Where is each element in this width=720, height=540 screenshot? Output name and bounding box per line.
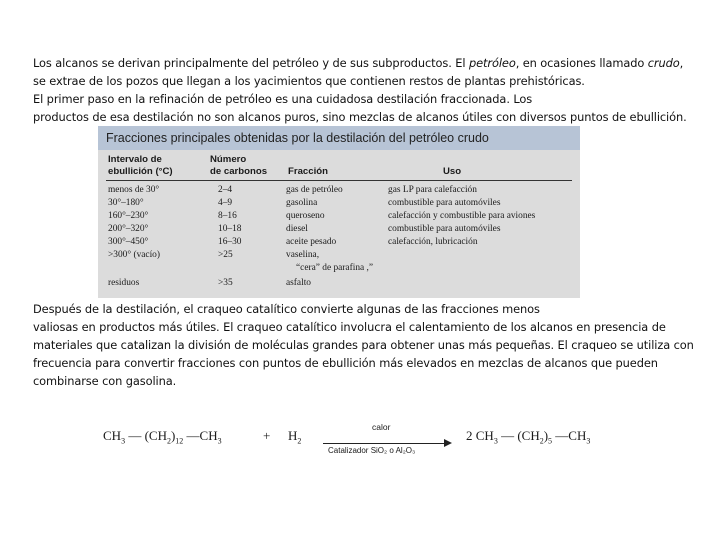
outro-paragraph — [33, 300, 703, 390]
row-3-fraction: queroseno — [286, 211, 325, 221]
row-6-carbons: >25 — [218, 250, 233, 260]
row-6-fraction: vaselina, — [286, 250, 320, 260]
intro-paragraph — [33, 54, 703, 126]
row-2-use: combustible para automóviles — [388, 198, 501, 208]
row-5-carbons: 16–30 — [218, 237, 242, 247]
row-2-fraction: gasolina — [286, 198, 318, 208]
row-4-carbons: 10–18 — [218, 224, 242, 234]
reaction-arrow — [323, 443, 448, 444]
row-5-fraction: aceite pesado — [286, 237, 337, 247]
row-1-use: gas LP para calefacción — [388, 185, 477, 195]
row-4-fraction: diesel — [286, 224, 308, 234]
outro-line-3: materiales que catalizan la división de moléculas grandes para obtener unas más pequeñas. El craqueo se utiliza con — [33, 338, 694, 352]
outro-line-5: combinarse con gasolina. — [33, 374, 177, 388]
table-title: Fracciones principales obtenidas por la destilación del petróleo crudo — [98, 126, 580, 150]
header-interval: Intervalo de ebullición (°C) — [108, 154, 173, 177]
row-4-interval: 200°–320° — [108, 224, 149, 234]
reactant-formula: $CH_3$ — $(CH_2)_{12}$ $—CH_3$ — [103, 428, 222, 446]
hydrogen-formula: $H_2$ — [288, 428, 302, 446]
header-fraction: Fracción — [288, 166, 328, 177]
row-6-interval: >300° (vacío) — [108, 250, 160, 260]
header-rule — [106, 180, 572, 181]
row-1-carbons: 2–4 — [218, 185, 233, 195]
outro-line-2: valiosas en productos más útiles. El craqueo catalítico involucra el calentamiento de los alcanos en presencia de — [33, 320, 666, 334]
row-8-fraction: asfalto — [286, 278, 311, 288]
row-1-interval: menos de 30° — [108, 185, 160, 195]
outro-line-1: Después de la destilación, el craqueo catalítico convierte algunas de las fracciones menos — [33, 302, 540, 316]
cracking-equation — [100, 412, 620, 462]
row-3-interval: 160°–230° — [108, 211, 149, 221]
row-5-interval: 300°–450° — [108, 237, 149, 247]
row-4-use: combustible para automóviles — [388, 224, 501, 234]
intro-line-2: se extrae de los pozos que llegan a los yacimientos que contienen restos de plantas prehistóricas. — [33, 74, 585, 88]
row-8-carbons: >35 — [218, 278, 233, 288]
header-carbons: Número de carbonos — [210, 154, 268, 177]
distillation-table — [98, 126, 580, 298]
header-use: Uso — [443, 166, 462, 177]
row-1-fraction: gas de petróleo — [286, 185, 343, 195]
plus-sign: + — [263, 428, 271, 443]
row-8-interval: residuos — [108, 278, 140, 288]
row-3-carbons: 8–16 — [218, 211, 237, 221]
row-2-interval: 30°–180° — [108, 198, 144, 208]
intro-line-3: El primer paso en la refinación de petróleo es una cuidadosa destilación fraccionada. Los — [33, 92, 533, 106]
row-3-use: calefacción y combustible para aviones — [388, 211, 536, 221]
arrow-head-icon — [444, 439, 452, 447]
arrow-label-above: calor — [372, 422, 391, 432]
arrow-label-below: Catalizador SiO₂ o Al₂O₃ — [328, 446, 416, 455]
row-7-fraction: “cera” de parafina ,” — [296, 263, 374, 273]
row-5-use: calefacción, lubricación — [388, 237, 478, 247]
intro-line-1: Los alcanos se derivan principalmente del petróleo y de sus subproductos. El petróleo, en ocasiones llamado crudo, — [33, 56, 684, 70]
row-2-carbons: 4–9 — [218, 198, 233, 208]
outro-line-4: frecuencia para convertir fracciones con puntos de ebullición más elevados en mezclas de alcanos que pueden — [33, 356, 658, 370]
intro-line-4: productos de esa destilación no son alcanos puros, sino mezclas de alcanos útiles con diversos puntos de ebullición. — [33, 110, 687, 124]
product-formula: 2 $CH_3$ — $(CH_2)_5$ $—CH_3$ — [466, 428, 591, 446]
